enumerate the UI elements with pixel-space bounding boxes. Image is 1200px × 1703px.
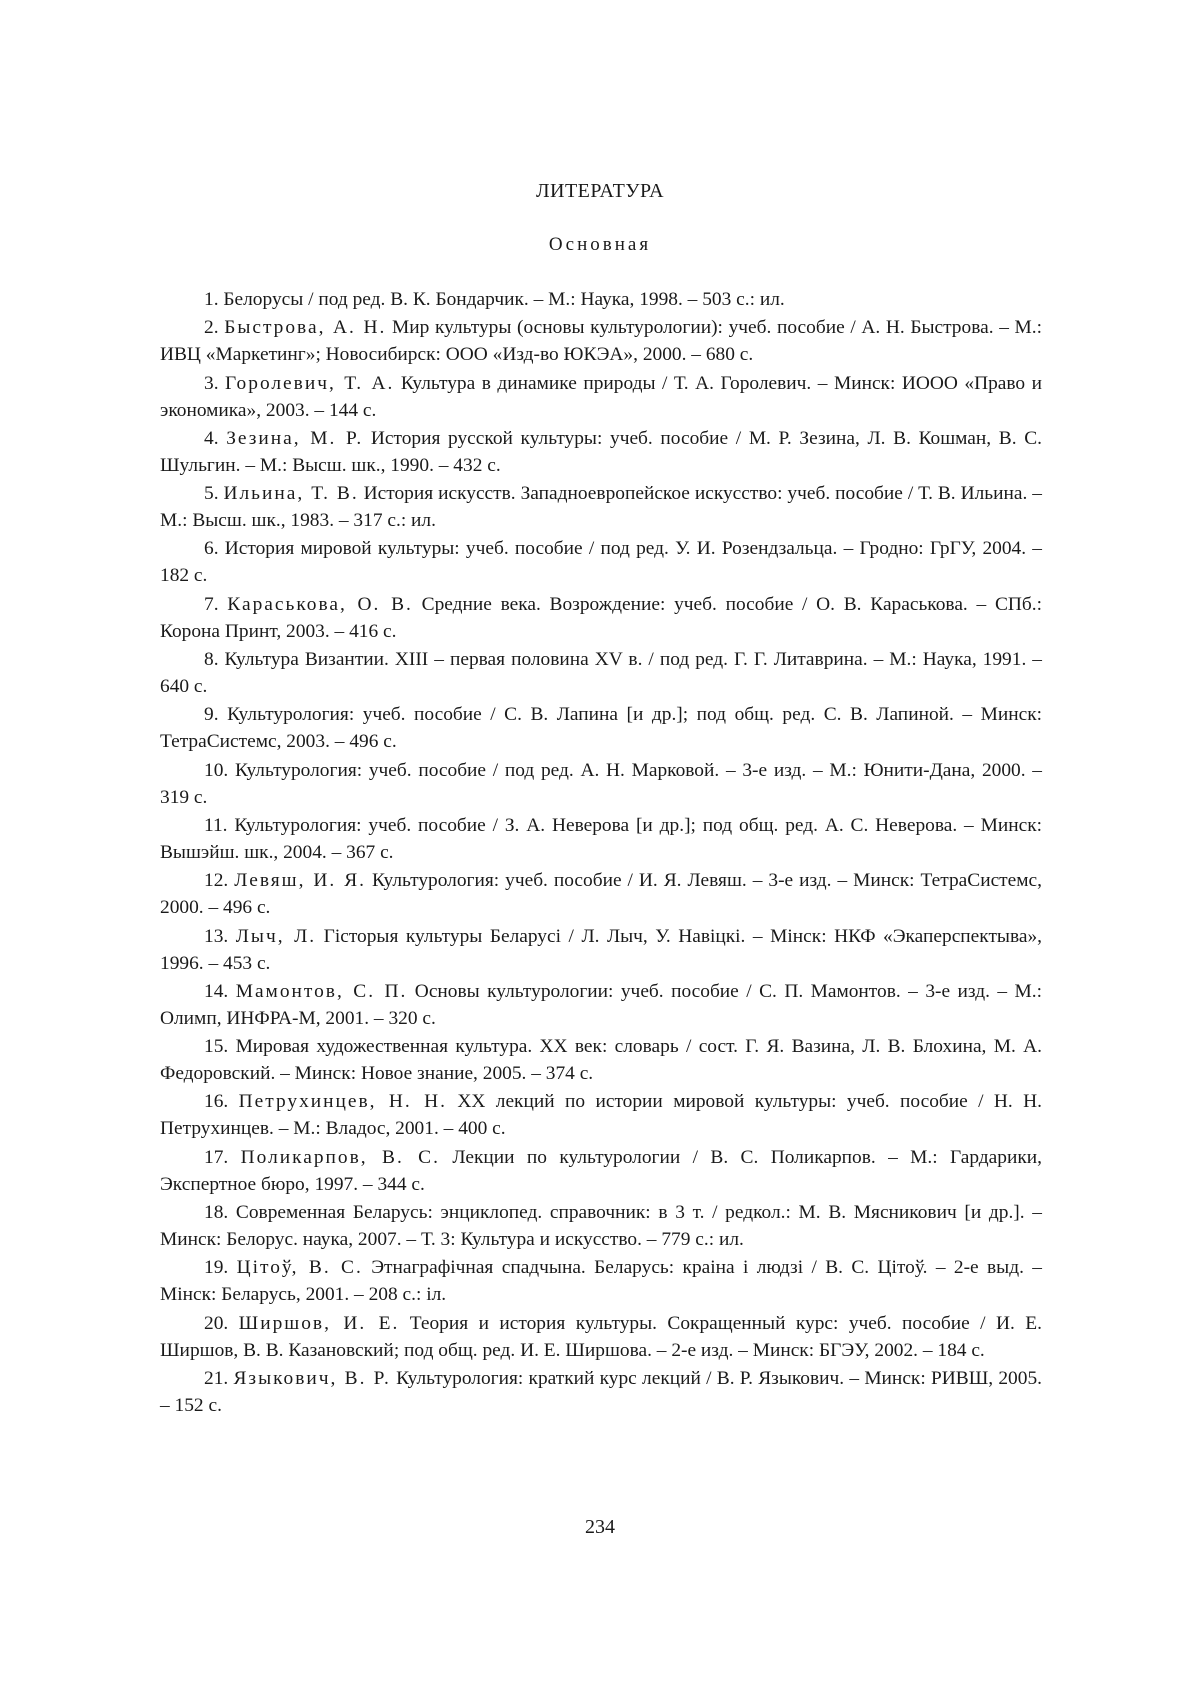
reference-number: 15. (204, 1036, 236, 1057)
reference-text: Культура Византии. XIII – первая половина XV в. / под ред. Г. Г. Литаврина. – М.: Наука, 1991. – 640 с. (160, 649, 1042, 697)
reference-item (160, 314, 1042, 368)
reference-number: 20. (204, 1313, 239, 1334)
reference-item (160, 757, 1042, 811)
reference-author: Левяш, И. Я. (234, 870, 366, 891)
reference-number: 8. (204, 649, 225, 670)
reference-author: Зезина, М. Р. (226, 428, 363, 449)
reference-number: 16. (204, 1091, 239, 1112)
reference-text: История русской культуры: учеб. пособие / М. Р. Зезина, Л. В. Кошман, В. С. Шульгин. – М.: Высш. шк., 1990. – 432 с. (160, 428, 1042, 476)
reference-author: Цітоў, В. С. (237, 1257, 363, 1278)
reference-author: Горолевич, Т. А. (225, 373, 394, 394)
reference-number: 21. (204, 1368, 234, 1389)
reference-text: Культура в динамике природы / Т. А. Горолевич. – Минск: ИООО «Право и экономика», 2003. – 144 с. (160, 373, 1042, 421)
reference-item (160, 1144, 1042, 1198)
reference-item (160, 1310, 1042, 1364)
reference-item (160, 701, 1042, 755)
reference-text: Теория и история культуры. Сокращенный курс: учеб. пособие / И. Е. Ширшов, В. В. Казановский; под общ. ред. И. Е. Ширшова. – 2-е изд. – Минск: БГЭУ, 2002. – 184 с. (160, 1313, 1042, 1361)
page-number: 234 (0, 1516, 1200, 1539)
reference-number: 19. (204, 1257, 237, 1278)
reference-author: Караськова, О. В. (227, 594, 413, 615)
page-title: ЛИТЕРАТУРА (0, 180, 1200, 203)
reference-text: Культурология: учеб. пособие / З. А. Неверова [и др.]; под общ. ред. А. С. Неверова. – Минск: Вышэйш. шк., 2004. – 367 с. (160, 815, 1042, 863)
reference-item (160, 425, 1042, 479)
reference-item (160, 535, 1042, 589)
reference-text: XX лекций по истории мировой культуры: учеб. пособие / Н. Н. Петрухинцев. – М.: Владос, 2001. – 400 с. (160, 1091, 1042, 1139)
reference-text: История мировой культуры: учеб. пособие / под ред. У. И. Розендзальца. – Гродно: ГрГУ, 2004. – 182 с. (160, 538, 1042, 586)
reference-item (160, 1254, 1042, 1308)
reference-item (160, 646, 1042, 700)
reference-list (160, 286, 1042, 1420)
reference-text: Современная Беларусь: энциклопед. справочник: в 3 т. / редкол.: М. В. Мясникович [и др.]. – Минск: Белорус. наука, 2007. – Т. 3: Культура и искусство. – 779 с.: ил. (160, 1202, 1042, 1250)
reference-item (160, 812, 1042, 866)
reference-number: 17. (204, 1147, 241, 1168)
reference-author: Лыч, Л. (236, 926, 316, 947)
reference-item (160, 286, 1042, 313)
reference-item (160, 480, 1042, 534)
section-subtitle: Основная (0, 234, 1200, 256)
reference-item (160, 867, 1042, 921)
reference-number: 11. (204, 815, 234, 836)
reference-author: Мамонтов, С. П. (236, 981, 408, 1002)
reference-number: 13. (204, 926, 236, 947)
reference-text: Основы культурологии: учеб. пособие / С. П. Мамонтов. – 3-е изд. – М.: Олимп, ИНФРА-М, 2001. – 320 с. (160, 981, 1042, 1029)
reference-text: Культурология: учеб. пособие / под ред. А. Н. Марковой. – 3-е изд. – М.: Юнити-Дана, 2000. – 319 с. (160, 760, 1042, 808)
reference-number: 3. (204, 373, 225, 394)
reference-text: Средние века. Возрождение: учеб. пособие / О. В. Караськова. – СПб.: Корона Принт, 2003. – 416 с. (160, 594, 1042, 642)
reference-number: 4. (204, 428, 226, 449)
reference-number: 10. (204, 760, 235, 781)
reference-text: Культурология: учеб. пособие / И. Я. Левяш. – 3-е изд. – Минск: ТетраСистемс, 2000. – 496 с. (160, 870, 1042, 918)
reference-item (160, 1365, 1042, 1419)
reference-text: Белорусы / под ред. В. К. Бондарчик. – М.: Наука, 1998. – 503 с.: ил. (223, 289, 784, 310)
reference-author: Поликарпов, В. С. (241, 1147, 440, 1168)
reference-author: Языкович, В. Р. (234, 1368, 391, 1389)
reference-author: Ширшов, И. Е. (239, 1313, 400, 1334)
reference-item (160, 1088, 1042, 1142)
reference-number: 14. (204, 981, 236, 1002)
reference-text: История искусств. Западноевропейское искусство: учеб. пособие / Т. В. Ильина. – М.: Высш. шк., 1983. – 317 с.: ил. (160, 483, 1042, 531)
reference-text: Мировая художественная культура. XX век: словарь / сост. Г. Я. Вазина, Л. В. Блохина, М. А. Федоровский. – Минск: Новое знание, 2005. – 374 с. (160, 1036, 1042, 1084)
reference-number: 18. (204, 1202, 236, 1223)
reference-author: Петрухинцев, Н. Н. (239, 1091, 447, 1112)
reference-author: Быстрова, А. Н. (224, 317, 386, 338)
document-page (0, 0, 1200, 1703)
reference-number: 2. (204, 317, 224, 338)
reference-text: Культурология: учеб. пособие / С. В. Лапина [и др.]; под общ. ред. С. В. Лапиной. – Минск: ТетраСистемс, 2003. – 496 с. (160, 704, 1042, 752)
reference-number: 1. (204, 289, 223, 310)
reference-item (160, 923, 1042, 977)
reference-number: 6. (204, 538, 225, 559)
reference-number: 7. (204, 594, 227, 615)
reference-number: 12. (204, 870, 234, 891)
reference-item (160, 591, 1042, 645)
reference-text: Культурология: краткий курс лекций / В. Р. Языкович. – Минск: РИВШ, 2005. – 152 с. (160, 1368, 1042, 1416)
reference-item (160, 1033, 1042, 1087)
reference-author: Ильина, Т. В. (224, 483, 359, 504)
reference-item (160, 978, 1042, 1032)
reference-text: Гісторыя культуры Беларусі / Л. Лыч, У. Навіцкі. – Мінск: НКФ «Экаперспектыва», 1996. – 453 с. (160, 926, 1042, 974)
reference-number: 5. (204, 483, 224, 504)
reference-item (160, 1199, 1042, 1253)
reference-text: Этнаграфічная спадчына. Беларусь: краіна і людзі / В. С. Цітоў. – 2-е выд. – Мінск: Беларусь, 2001. – 208 с.: іл. (160, 1257, 1042, 1305)
reference-text: Лекции по культурологии / В. С. Поликарпов. – М.: Гардарики, Экспертное бюро, 1997. – 344 с. (160, 1147, 1042, 1195)
reference-text: Мир культуры (основы культурологии): учеб. пособие / А. Н. Быстрова. – М.: ИВЦ «Маркетинг»; Новосибирск: ООО «Изд-во ЮКЭА», 2000. – 680 с. (160, 317, 1042, 365)
reference-item (160, 370, 1042, 424)
reference-number: 9. (204, 704, 227, 725)
